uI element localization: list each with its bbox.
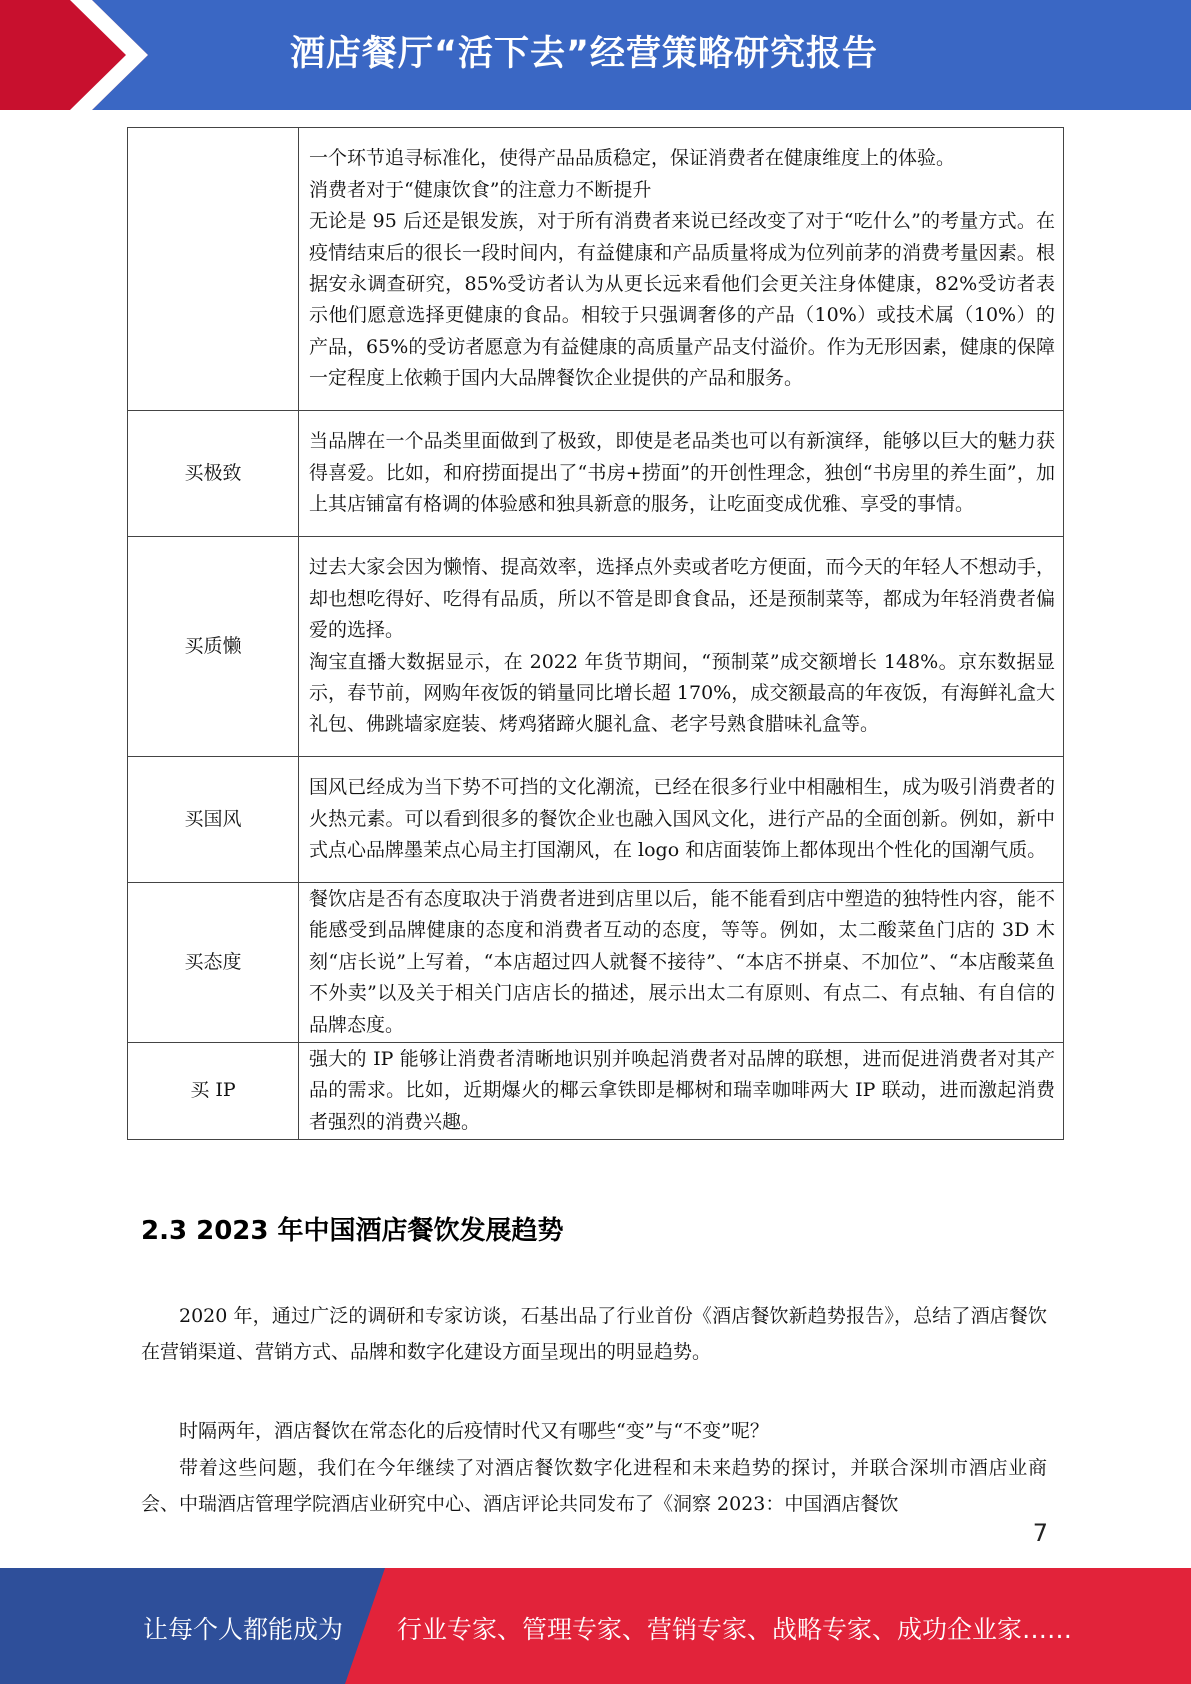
row-paragraph: 无论是 95 后还是银发族，对于所有消费者来说已经改变了对于“吃什么”的考量方式。在疫情结束后的很长一段时间内，有益健康和产品质量将成为位列前茅的消费考量因素。根据安永调查研究，85%受访者认为从更长远来看他们会更关注身体健康，82%受访者表示他们愿意选择更健康的食品。相较于只强调奢侈的产品（10%）或技术属（10%）的产品，65%的受访者愿意为有益健康的高质量产品支付溢价。作为无形因素，健康的保障一定程度上依赖于国内大品牌餐饮企业提供的产品和服务。 — [309, 210, 1055, 390]
row-paragraph: 一个环节追寻标准化，使得产品品质稳定，保证消费者在健康维度上的体验。 — [309, 147, 956, 170]
header-arrow-decoration — [0, 0, 160, 110]
table-row — [128, 128, 1064, 411]
row-description — [299, 537, 1064, 757]
footer-banner — [0, 1568, 1191, 1684]
row-label: 买极致 — [128, 411, 299, 537]
table-row — [128, 883, 1064, 1043]
row-description — [299, 883, 1064, 1043]
report-title: 酒店餐厅“活下去”经营策略研究报告 — [290, 34, 879, 74]
row-label: 买态度 — [128, 883, 299, 1043]
row-description — [299, 411, 1064, 537]
row-description — [299, 757, 1064, 883]
body-paragraph: 带着这些问题，我们在今年继续了对酒店餐饮数字化进程和未来趋势的探讨，并联合深圳市酒店业商会、中瑞酒店管理学院酒店业研究中心、酒店评论共同发布了《洞察 2023：中国酒店餐饮 — [141, 1457, 1047, 1515]
row-label — [128, 128, 299, 411]
table-row — [128, 411, 1064, 537]
table-row — [128, 537, 1064, 757]
body-paragraph: 时隔两年，酒店餐饮在常态化的后疫情时代又有哪些“变”与“不变”呢？ — [179, 1420, 769, 1442]
footer-slogan-right: 行业专家、管理专家、营销专家、战略专家、成功企业家…… — [397, 1615, 1073, 1644]
row-paragraph: 强大的 IP 能够让消费者清晰地识别并唤起消费者对品牌的联想，进而促进消费者对其产品的需求。比如，近期爆火的椰云拿铁即是椰树和瑞幸咖啡两大 IP 联动，进而激起消费者强烈的消费兴趣。 — [309, 1048, 1055, 1133]
row-paragraph: 国风已经成为当下势不可挡的文化潮流，已经在很多行业中相融相生，成为吸引消费者的火热元素。可以看到很多的餐饮企业也融入国风文化，进行产品的全面创新。例如，新中式点心品牌墨茉点心局主打国潮风，在 logo 和店面装饰上都体现出个性化的国潮气质。 — [309, 776, 1055, 862]
row-paragraph: 餐饮店是否有态度取决于消费者进到店里以后，能不能看到店中塑造的独特性内容，能不能感受到品牌健康的态度和消费者互动的态度，等等。例如，太二酸菜鱼门店的 3D 木刻“店长说”上写着，“本店超过四人就餐不接待”、“本店不拼桌、不加位”、“本店酸菜鱼不外卖”以及关于相关门店店长的描述，展示出太二有原则、有点二、有点轴、有自信的品牌态度。 — [309, 888, 1055, 1036]
row-label: 买国风 — [128, 757, 299, 883]
row-label: 买 IP — [128, 1043, 299, 1140]
body-paragraph: 2020 年，通过广泛的调研和专家访谈，石基出品了行业首份《酒店餐饮新趋势报告》，总结了酒店餐饮在营销渠道、营销方式、品牌和数字化建设方面呈现出的明显趋势。 — [141, 1305, 1047, 1363]
header-banner — [0, 0, 1191, 110]
row-paragraph: 消费者对于“健康饮食”的注意力不断提升 — [309, 178, 652, 201]
row-label: 买质懒 — [128, 537, 299, 757]
row-paragraph: 过去大家会因为懒惰、提高效率，选择点外卖或者吃方便面，而今天的年轻人不想动手，却也想吃得好、吃得有品质，所以不管是即食食品，还是预制菜等，都成为年轻消费者偏爱的选择。 — [309, 556, 1055, 642]
row-description — [299, 128, 1064, 411]
section-heading: 2.3 2023 年中国酒店餐饮发展趋势 — [141, 1216, 564, 1246]
page-number: 7 — [1032, 1519, 1048, 1547]
row-description — [299, 1043, 1064, 1140]
table-row — [128, 757, 1064, 883]
table-row — [128, 1043, 1064, 1140]
row-paragraph: 淘宝直播大数据显示，在 2022 年货节期间，“预制菜”成交额增长 148%。京东数据显示，春节前，网购年夜饭的销量同比增长超 170%，成交额最高的年夜饭，有海鲜礼盒大礼包、佛跳墙家庭装、烤鸡猪蹄火腿礼盒、老字号熟食腊味礼盒等。 — [309, 650, 1055, 736]
row-paragraph: 当品牌在一个品类里面做到了极致，即使是老品类也可以有新演绎，能够以巨大的魅力获得喜爱。比如，和府捞面提出了“书房+捞面”的开创性理念，独创“书房里的养生面”，加上其店铺富有格调的体验感和独具新意的服务，让吃面变成优雅、享受的事情。 — [309, 430, 1055, 516]
footer-slogan-left: 让每个人都能成为 — [143, 1615, 344, 1644]
consumer-trends-table — [127, 127, 1064, 1140]
